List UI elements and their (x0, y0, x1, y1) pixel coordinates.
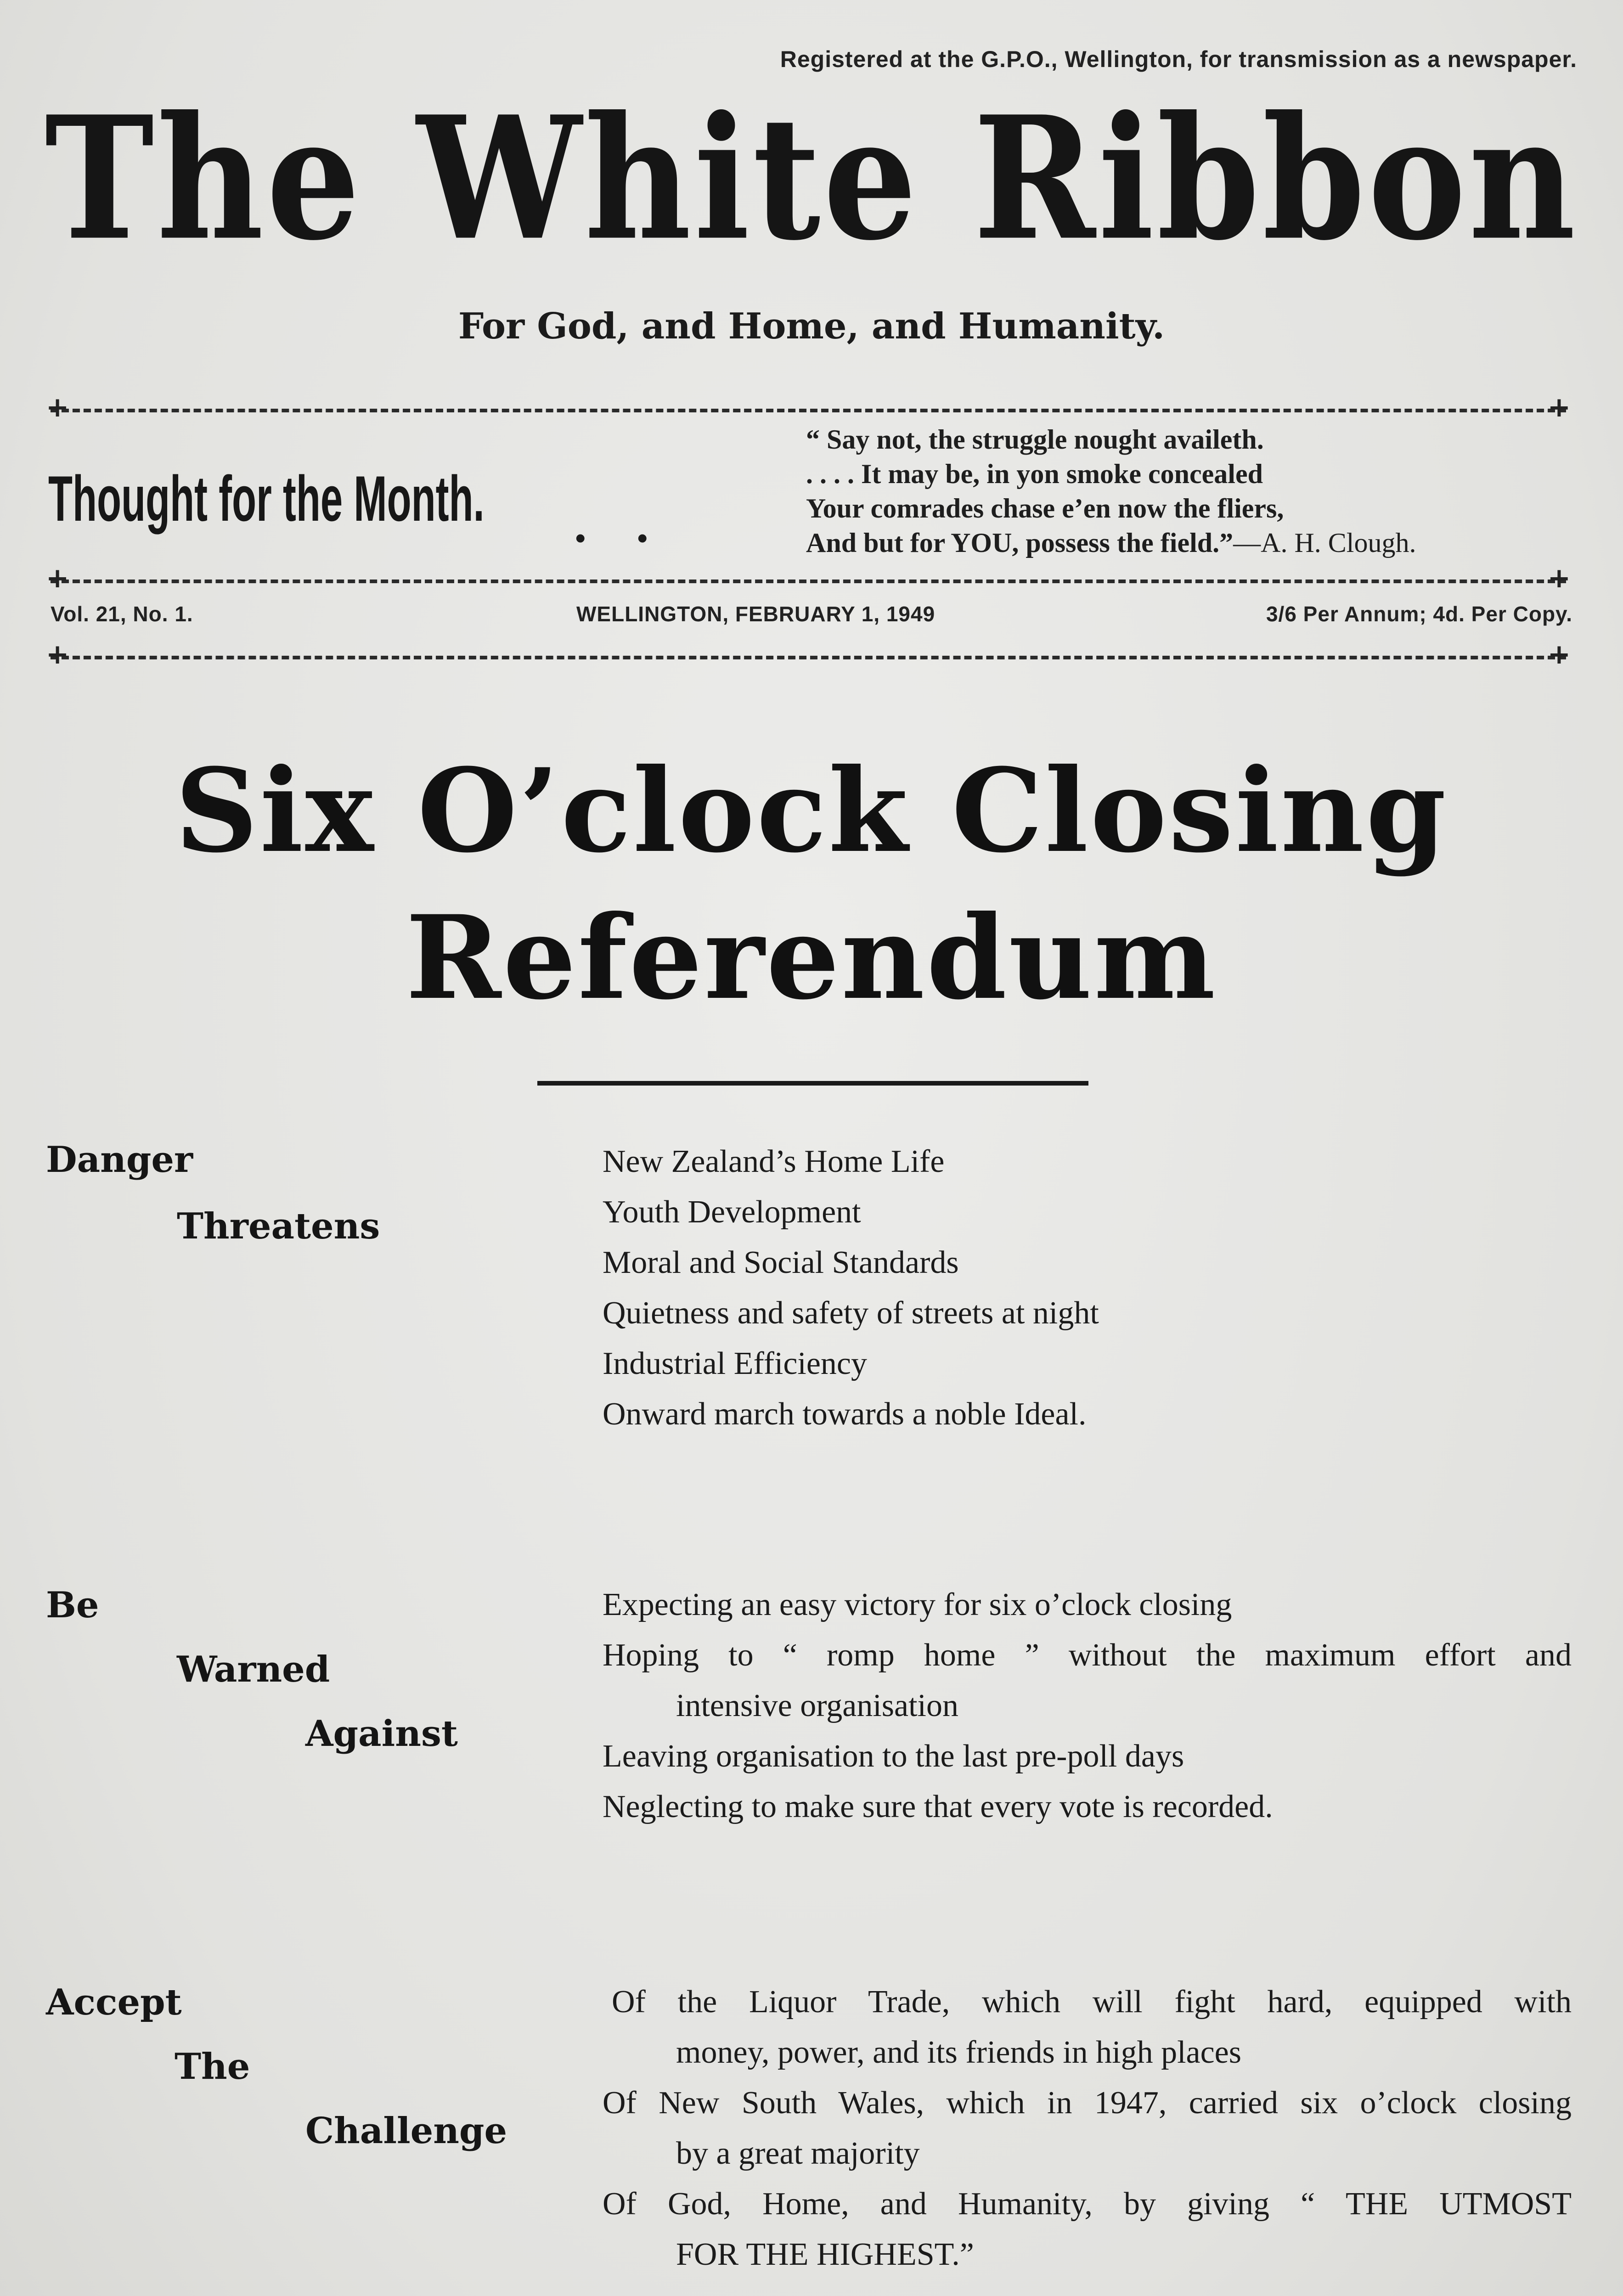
quote-author: —A. H. Clough. (1233, 528, 1416, 558)
issue-volume: Vol. 21, No. 1. (51, 602, 193, 626)
challenge-label-2: The (175, 2046, 250, 2088)
list-item: Expecting an easy victory for six o’clock closing (603, 1587, 1232, 1622)
list-item-continued: by a great majority (676, 2136, 920, 2171)
thought-quote (806, 422, 1416, 560)
dashed-rule-middle (51, 580, 1566, 583)
list-item: Hoping to “ romp home ” without the maximum effort and (603, 1638, 1572, 1673)
list-item: Moral and Social Standards (603, 1245, 959, 1280)
challenge-list (603, 1977, 1572, 2280)
list-item: Leaving organisation to the last pre-poll days (603, 1739, 1184, 1774)
list-item: Of God, Home, and Humanity, by giving “ THE UTMOST (603, 2186, 1572, 2222)
issue-place-date: WELLINGTON, FEBRUARY 1, 1949 (576, 602, 935, 626)
quote-text: And but for YOU, possess the field.” (806, 528, 1234, 558)
quote-line: . . . . It may be, in yon smoke concealed (806, 459, 1263, 489)
registration-notice: Registered at the G.P.O., Wellington, for transmission as a newspaper. (780, 46, 1577, 72)
danger-list (603, 1137, 1572, 1440)
challenge-label-1: Accept (46, 1981, 182, 2023)
list-item: New Zealand’s Home Life (603, 1144, 945, 1179)
quote-line-last (806, 526, 1416, 560)
dashed-rule-top (51, 409, 1566, 412)
headline-underline (537, 1081, 1088, 1086)
list-item: Quietness and safety of streets at night (603, 1295, 1099, 1331)
quote-line: “ Say not, the struggle nought availeth. (806, 424, 1264, 455)
list-item-continued: FOR THE HIGHEST.” (676, 2237, 974, 2272)
list-item-continued: intensive organisation (676, 1688, 958, 1723)
headline-line-2: Referendum (406, 890, 1217, 1025)
dashed-rule-issue (51, 656, 1566, 659)
warned-label-2: Warned (177, 1649, 330, 1690)
headline-line-1: Six O’clock Closing (175, 743, 1448, 878)
list-item: Of New South Wales, which in 1947, carried six o’clock closing (603, 2085, 1572, 2121)
list-item: Onward march towards a noble Ideal. (603, 1396, 1087, 1432)
masthead-title: The White Ribbon (45, 79, 1578, 278)
warned-label-3: Against (305, 1713, 458, 1755)
issue-price: 3/6 Per Annum; 4d. Per Copy. (1266, 602, 1572, 626)
thought-label: Thought for the Month. (48, 462, 485, 535)
warned-label-1: Be (46, 1584, 99, 1626)
danger-label-1: Danger (46, 1139, 193, 1181)
danger-label-2: Threatens (177, 1205, 380, 1247)
challenge-label-3: Challenge (305, 2110, 507, 2152)
list-item-continued: money, power, and its friends in high places (676, 2035, 1241, 2070)
list-item: Of the Liquor Trade, which will fight hard, equipped with (612, 1984, 1572, 2020)
quote-line: Your comrades chase e’en now the fliers, (806, 493, 1284, 523)
masthead-motto: For God, and Home, and Humanity. (458, 305, 1165, 347)
warned-list (603, 1580, 1572, 1832)
thought-dots: . . (574, 497, 667, 553)
list-item: Youth Development (603, 1194, 861, 1230)
list-item: Neglecting to make sure that every vote is recorded. (603, 1789, 1273, 1824)
list-item: Industrial Efficiency (603, 1346, 867, 1381)
